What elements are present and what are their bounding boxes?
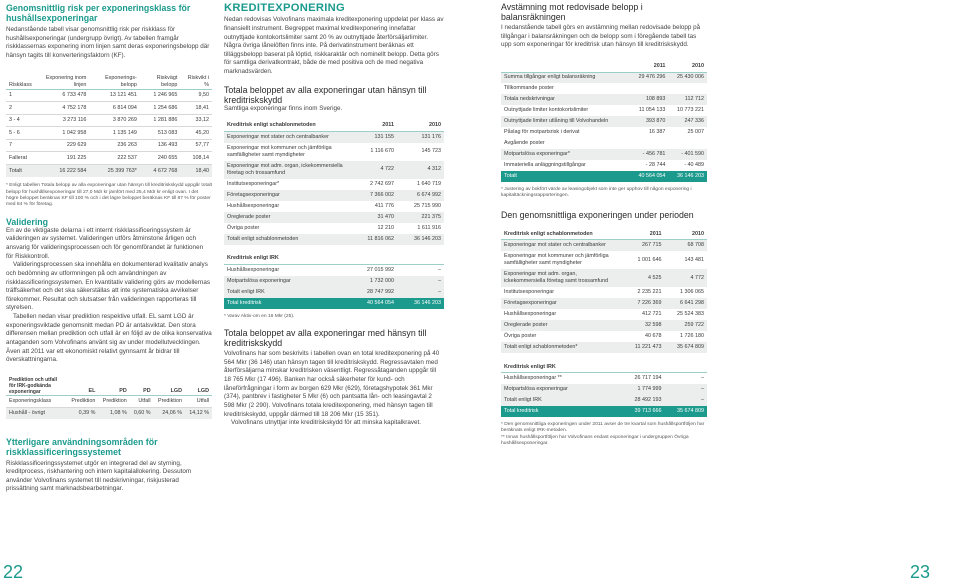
cell: 12 210 — [377, 224, 394, 231]
cell: 68 708 — [687, 242, 704, 249]
table-header-row — [501, 362, 707, 373]
cell: Prediktion — [98, 395, 129, 407]
cell: 136 493 — [140, 139, 181, 152]
table-row — [224, 265, 444, 276]
table-row — [501, 309, 707, 320]
cell: 236 263 — [89, 139, 139, 152]
cell: – — [701, 386, 704, 393]
cell: 108,14 — [180, 152, 212, 165]
table-row — [6, 407, 212, 419]
cell: 143 481 — [684, 256, 704, 263]
cell: Totala nedskrivningar — [504, 96, 555, 103]
exposure-with-protection-text — [224, 350, 444, 428]
cell: 28 492 193 — [634, 397, 662, 404]
cell: 3 870 269 — [89, 114, 139, 127]
cell: Totalt — [9, 167, 22, 174]
table-header-row — [501, 229, 707, 240]
cell — [630, 83, 669, 94]
cell: 2 235 221 — [637, 289, 662, 296]
cell: - 40 489 — [684, 162, 704, 169]
col-header: Kreditrisk enligt IRK — [501, 362, 707, 373]
cell: Exponeringar mot kommuner och jämförliga samfälligheter samt myndigheter — [227, 144, 332, 158]
col-header: 2010 — [665, 229, 708, 240]
cell: 11 054 133 — [638, 107, 666, 114]
cell: 25 715 990 — [414, 202, 441, 209]
table-row — [501, 269, 707, 287]
table-row — [501, 331, 707, 342]
cell: 36 146 203 — [677, 173, 704, 180]
cell: Fallerat — [6, 152, 35, 165]
cell: 222 537 — [89, 152, 139, 165]
cell: 221 375 — [421, 213, 441, 220]
cell: 191 225 — [35, 152, 90, 165]
table-total-row — [224, 298, 444, 309]
left-column — [6, 0, 212, 494]
table-row — [224, 132, 444, 143]
cell: 229 629 — [35, 139, 90, 152]
table-row — [224, 161, 444, 179]
table-row — [6, 139, 212, 152]
average-footnote-2: ** Innan hushållsportföljen har Volvofinans endast exponeringar i undergruppen Övriga hushållsexponeringar. — [501, 434, 689, 447]
cell: – — [701, 397, 704, 404]
cell: 1 306 065 — [680, 289, 704, 296]
cell: 1 774 999 — [637, 386, 662, 393]
cell: 4 525 — [648, 274, 662, 281]
cell: Övriga poster — [227, 224, 260, 231]
cell: 14,12 % — [189, 410, 209, 417]
table-header-row — [224, 121, 444, 132]
cell: 25 007 — [687, 129, 704, 136]
table-row — [501, 72, 707, 83]
table-row — [501, 287, 707, 298]
table-row — [501, 373, 707, 384]
cell: 29 476 296 — [638, 74, 666, 81]
cell: - 456 781 — [642, 151, 666, 158]
risk-intro: Nedanstående tabell visar genomsnittlig risk per riskklass för hushållsexponeringar (undergrupp övrigt). Av tabellen framgår riskklassernas exponering inom linjen samt deras exponeringsbelopp där hänsyn tagits till konverteringsfaktorn (KF). — [6, 26, 210, 60]
cell: 131 176 — [421, 133, 441, 140]
cell: 267 715 — [642, 242, 662, 249]
cell: Oreglerade poster — [227, 213, 271, 220]
cell: 11 816 062 — [367, 235, 394, 242]
cell: Tillkommande poster — [504, 85, 554, 92]
cell: – — [438, 266, 441, 273]
page-number-right: 23 — [909, 561, 930, 582]
cell: Oreglerade poster — [504, 322, 548, 329]
cell: 18,40 — [195, 167, 209, 174]
cell: Påslag för motpartsrisk i derivat — [504, 129, 580, 136]
exposure-footnote: * Varav Aktiv-om en 16 Mkr (25). — [224, 313, 295, 319]
table-row — [501, 384, 707, 395]
cell: 36 146 203 — [414, 299, 441, 306]
paragraph: Volvofinans utnyttjar inte kreditriskskydd för att minska kapitalkravet. — [231, 419, 422, 427]
table-spacer-row — [501, 353, 707, 362]
cell: 4 672 768 — [153, 167, 178, 174]
ytterligare-heading: Ytterligare användningsområden för riskklassificeringssystemet — [6, 437, 158, 458]
cell: 0,60 % — [133, 410, 151, 417]
pred-subheader-row — [6, 395, 212, 407]
table-subtotal-row — [501, 342, 707, 353]
cell — [668, 138, 707, 149]
cell: 259 722 — [684, 322, 704, 329]
cell: Totalt enligt schablonmetoden* — [504, 344, 578, 351]
cell: 28 747 992 — [367, 288, 394, 295]
cell: 11 221 473 — [634, 344, 662, 351]
col-header: 2010 — [397, 121, 444, 132]
validering-heading: Validering — [6, 216, 49, 227]
col-header: Kreditrisk enligt IRK — [224, 254, 444, 265]
cell: Hushållsexponeringar — [504, 311, 557, 318]
cell: 393 870 — [645, 118, 666, 125]
cell: 5 - 6 — [6, 127, 35, 140]
cell: Exponeringar mot stater och centralbanker — [227, 133, 329, 140]
cell: Exponeringsklass — [6, 395, 67, 407]
cell: 0,39 % — [78, 410, 96, 417]
cell: 40 564 054 — [638, 173, 666, 180]
cell: 1 116 670 — [370, 148, 394, 155]
kreditexponering-text: Nedan redovisas Volvofinans maximala kreditexponering uppdelat per klass av finansiellt instrument. Begreppet maximal kreditexponering innefattar outnyttjade kontokortslimiter samt 20 % av outnyttjade återförsäljarlimiter. Några övriga lånelöften finns inte. På derivatinstrument beräknas ett tilläggsbelopp baserat på löptid, riskkaraktär och nominellt belopp. Detta görs för samtliga derivatkontrakt, både de med positiva och de med negativa marknadsvärden. — [224, 16, 444, 76]
cell — [630, 138, 669, 149]
cell: 1 001 646 — [637, 256, 662, 263]
cell: 25 524 383 — [677, 311, 704, 318]
cell: Utfall — [130, 395, 154, 407]
cell: Totalt — [504, 173, 517, 180]
cell: 1 — [6, 89, 35, 102]
cell: 25 399 763* — [107, 167, 137, 174]
cell: Hushållsexponeringar — [227, 266, 280, 273]
cell: 18,41 — [180, 102, 212, 115]
cell: 27 015 992 — [367, 266, 394, 273]
table-subtotal-row — [224, 287, 444, 298]
table-row — [224, 190, 444, 201]
cell: 33,12 — [180, 114, 212, 127]
cell: 4 722 — [380, 166, 394, 173]
table-row — [501, 149, 707, 160]
cell: 39 713 666 — [634, 408, 662, 415]
validering-text — [6, 227, 212, 365]
cell: 411 776 — [374, 202, 394, 209]
reconciliation-table — [501, 61, 707, 182]
cell: 4 312 — [427, 166, 441, 173]
cell: 6 674 992 — [417, 191, 441, 198]
cell: 35 674 809 — [677, 344, 704, 351]
paragraph: Volvofinans har som beskrivits i tabellen ovan en total kreditexponering på 40 564 Mkr (36 146) utan hänsyn tagen till kreditriskskydd. Regressavtalen med återförsäljarna minskar kreditrisken väsentligt. Regressåtaganden uppgår till 18 765 Mkr (17 496). Banken har också säkerheter för kund- och låneförfrågningar i form av borgen 629 Mkr (629), företagshypotek 361 Mkr (374), pantbrev i fastigheter 5 Mkr (6) och pantsatta lån- och leasingavtal 2 598 Mkr (2 290). Volvofinans totala kreditexponering, med hänsyn tagen till kreditriskskydd, uppgår därmed till 18 206 Mkr (15 351). — [224, 350, 440, 418]
cell: 145 723 — [421, 148, 441, 155]
cell: 247 336 — [684, 118, 704, 125]
col-header: 2010 — [668, 61, 707, 72]
col-header: 2011 — [622, 229, 665, 240]
cell: 40 678 — [645, 333, 662, 340]
table-row — [6, 89, 212, 102]
cell: Summa tillgångar enligt balansräkning — [504, 74, 596, 81]
cell: Exponeringar mot stater och centralbanker — [504, 242, 606, 249]
table-row — [501, 160, 707, 171]
table-row — [224, 201, 444, 212]
reconciliation-footnote: * Justering av bokfört värde av leasingobjekt som inte ger upphov till någon exponering i kapitaltäckningsrapporteringen. — [501, 187, 692, 199]
table-subtotal-row — [224, 234, 444, 245]
cell: 26 717 194 — [634, 375, 662, 382]
cell: 412 721 — [642, 311, 662, 318]
cell: 4 752 178 — [35, 102, 90, 115]
cell: 1 640 719 — [417, 180, 441, 187]
cell: Exponeringar mot kommuner och jämförliga samfälligheter samt myndigheter — [504, 253, 609, 266]
table-row — [501, 298, 707, 309]
cell: Immateriella anläggningstillgångar — [504, 162, 586, 169]
cell: - 28 744 — [645, 162, 666, 169]
cell: Övriga poster — [504, 333, 537, 340]
table-row — [224, 276, 444, 287]
cell: 35 674 809 — [677, 408, 704, 415]
table-row — [501, 320, 707, 331]
cell: Motpartslösa exponeringar — [504, 386, 568, 393]
cell: Totalt enligt schablonmetoden — [227, 235, 299, 242]
table-total-row — [6, 164, 212, 177]
average-footnote-1: * Den genomsnittliga exponeringen under 2011 avser de tre kvartal som hushållsportföljen har beräknats enligt IRK-metoden. — [501, 421, 705, 434]
cell: 1 281 886 — [140, 114, 181, 127]
table-row — [501, 105, 707, 116]
risk-per-class-heading: Genomsnittlig risk per exponeringsklass för hushållsexponeringar — [6, 3, 191, 24]
table-row — [501, 240, 707, 251]
cell: Utfall — [185, 395, 212, 407]
table-header-row — [224, 254, 444, 265]
cell: Outnyttjade limiter kontokortslimiter — [504, 107, 589, 114]
cell: 4 772 — [690, 274, 704, 281]
cell: 1 254 686 — [140, 102, 181, 115]
table-subtotal-row — [501, 395, 707, 406]
table-total-row — [501, 406, 707, 417]
cell: 131 155 — [374, 133, 394, 140]
cell: 240 655 — [140, 152, 181, 165]
table-spacer-row — [224, 245, 444, 254]
cell: 108 893 — [645, 96, 666, 103]
pred-group: EL — [88, 388, 96, 395]
cell: Prediktion — [154, 395, 185, 407]
cell: 45,20 — [180, 127, 212, 140]
cell: 13 121 451 — [89, 89, 139, 102]
cell: 9,50 — [180, 89, 212, 102]
cell: 1 246 965 — [140, 89, 181, 102]
col-header: Kreditrisk enligt schablonmetoden — [224, 121, 350, 132]
risk-table-footnote: * Enligt tabellen Totala belopp av alla exponeringar utan hänsyn till kreditriskskydd uppgår totalt belopp för hushållsexponeringar till 27,0 Mdr kr jämfört med 25,4 Mdr kr enligt ovan. I det högre beloppet beräknas KF till 100 % och i det lägre beloppet beräknas KF till 87 % för poster med 84 % för företag. — [6, 183, 212, 208]
reconciliation-text: I nedanstående tabell görs en avstämning mellan redovisade belopp på tillgångar i balansräkningen och de belopp som i föregående tabell tas upp som exponeringar för kreditrisk utan hänsyn till kreditriskskydd. — [501, 24, 701, 49]
table-row — [6, 102, 212, 115]
prediction-table — [6, 377, 212, 420]
cell: Institutsexponeringar* — [227, 180, 280, 187]
pred-group: LGD — [170, 388, 182, 395]
cell: Företagsexponeringar — [504, 300, 557, 307]
exposure-without-protection-heading: Totala beloppet av alla exponeringar utan hänsyn till kreditriskskydd — [224, 84, 427, 105]
reconciliation-heading: Avstämning mot redovisade belopp i balansräkningen — [501, 2, 643, 23]
page-number-left: 22 — [3, 561, 24, 582]
pred-group: PD — [119, 388, 127, 395]
cell: 1 732 000 — [370, 277, 394, 284]
col-exp-belopp: Exponerings-belopp — [89, 73, 139, 90]
col-header: 2011 — [350, 121, 397, 132]
exposure-caption: Samtliga exponeringar finns inom Sverige. — [224, 104, 343, 112]
cell: Exponeringar mot adm. organ, ickekommersiella företag samt trossamfund — [504, 271, 608, 284]
cell: 1 042 958 — [35, 127, 90, 140]
cell: 16 387 — [648, 129, 666, 136]
cell: 3 - 4 — [6, 114, 35, 127]
kreditexponering-heading: KREDITEXPONERING — [224, 2, 346, 14]
cell: 25 430 006 — [677, 74, 704, 81]
cell: 31 470 — [377, 213, 394, 220]
cell: Prediktion — [67, 395, 98, 407]
cell: - 401 590 — [681, 151, 704, 158]
cell: 7 — [6, 139, 35, 152]
pred-group: PD — [143, 388, 151, 395]
cell: 36 146 203 — [414, 235, 441, 242]
col-header — [501, 61, 630, 72]
cell: 57,77 — [180, 139, 212, 152]
cell: Hushållsexponeringar — [227, 202, 280, 209]
cell: 6 733 478 — [35, 89, 90, 102]
col-header: 2011 — [630, 61, 669, 72]
table-section-row — [501, 138, 707, 149]
cell: – — [438, 277, 441, 284]
cell: – — [438, 288, 441, 295]
table-row — [501, 127, 707, 138]
cell: Totalt enligt IRK — [504, 397, 542, 404]
table-row — [224, 223, 444, 234]
risk-class-table — [6, 73, 212, 178]
cell: 1 135 149 — [89, 127, 139, 140]
ytterligare-text: Riskklassificeringssystemet utgör en integrerad del av styrning, kreditprocess, riskhantering och intern kapitalallokering. Dessutom använder Volvofinans systemet till nedskrivningar, riskjusterad prissättning samt marknadsbearbetningar. — [6, 459, 192, 493]
cell: Totalt enligt IRK — [227, 288, 265, 295]
average-exposure-table — [501, 229, 707, 417]
cell: Hushållsexponeringar ** — [504, 375, 562, 382]
middle-column — [224, 0, 444, 428]
table-row — [224, 212, 444, 223]
cell: 2 — [6, 102, 35, 115]
cell: 7 226 369 — [637, 300, 662, 307]
paragraph: En av de viktigaste delarna i ett internt riskklassificeringssystem är valideringen av systemet. Valideringen utförs åtminstone årligen och ansvarig för valideringsprocessen och för genomförandet är funktionen för Riskkontroll. — [6, 226, 204, 260]
cell: 10 773 221 — [677, 107, 704, 114]
cell: 1 611 916 — [417, 224, 441, 231]
cell: 32 598 — [645, 322, 662, 329]
col-riskvagt: Riskvägt belopp — [140, 73, 181, 90]
exposure-with-protection-heading: Totala beloppet av alla exponeringar med hänsyn till kreditriskskydd — [224, 327, 427, 349]
col-riskklass: Riskklass — [6, 73, 35, 90]
table-section-row — [501, 83, 707, 94]
pred-group: LGD — [197, 388, 209, 395]
table-row — [501, 94, 707, 105]
col-riskvikt: Riskvikt i % — [180, 73, 212, 90]
paragraph: Tabellen nedan visar prediktion respektive utfall. EL samt LGD är exponeringsviktade genomsnitt medan PD är antalsviktat. Den stora differensen mellan prediktion och utfall är en följd av de olika konservativa antaganden som Volvofinans använt sig av under modellutvecklingen. Även att 2011 var ett ekonomiskt relativt gynnsamt år bidrar till överskattningarna. — [6, 313, 212, 364]
cell: Motpartslösa exponeringar — [227, 277, 291, 284]
cell: Exponeringar mot adm. organ, ickekommersiella företag och trossamfund — [227, 162, 343, 176]
cell: 6 814 094 — [89, 102, 139, 115]
cell: 16 222 584 — [59, 167, 87, 174]
average-exposure-heading: Den genomsnittliga exponeringen under perioden — [501, 209, 694, 220]
pred-title: Prediktion och utfall för IRK-godkända exponeringar — [9, 376, 58, 395]
table-row — [6, 114, 212, 127]
cell: Total kreditrisk — [227, 299, 262, 306]
cell: – — [701, 375, 704, 382]
cell: 40 564 054 — [367, 299, 394, 306]
right-column — [501, 0, 707, 447]
cell — [668, 83, 707, 94]
table-row — [224, 179, 444, 190]
cell: 2 742 697 — [370, 180, 394, 187]
pred-group-row — [6, 377, 212, 396]
table-row — [224, 143, 444, 161]
table-row — [6, 127, 212, 140]
cell: Motpartslösa exponeringar* — [504, 151, 570, 158]
cell: Företagsexponeringar — [227, 191, 280, 198]
col-header: Kreditrisk enligt schablonmetoden — [501, 229, 622, 240]
cell: 3 273 116 — [35, 114, 90, 127]
table-row — [501, 251, 707, 269]
cell: 513 083 — [140, 127, 181, 140]
cell: Outnyttjade limiter utlåning till Volvohandeln — [504, 118, 609, 125]
cell: 24,06 % — [162, 410, 182, 417]
table-row — [501, 116, 707, 127]
cell: 1,08 % — [109, 410, 127, 417]
cell: 7 366 002 — [370, 191, 394, 198]
cell: Hushåll - övrigt — [9, 410, 45, 417]
cell: 1 726 180 — [680, 333, 704, 340]
table-row — [6, 152, 212, 165]
table-header-row — [501, 61, 707, 72]
exposure-table — [224, 121, 444, 309]
col-exp-linjen: Exponering inom linjen — [35, 73, 90, 90]
cell: Avgående poster — [504, 140, 545, 147]
table-total-row — [501, 171, 707, 182]
cell: 112 712 — [684, 96, 704, 103]
cell: Institutsexponeringar — [504, 289, 555, 296]
cell: 6 641 298 — [680, 300, 704, 307]
risk-table-header — [6, 73, 212, 90]
cell: Total kreditrisk — [504, 408, 539, 415]
paragraph: Valideringsprocessen ska innehålla en dokumenterad kvalitativ analys och bedömning av utformningen på och användningen av riskklassificeringssystemen. En kvantitativ validering görs av modellernas träffsäkerhet och det ska säkerställas att inte systematiska avvikelser förekommer. Resultat och slutsatser från valideringen rapporteras till styrelsen. — [6, 261, 211, 312]
